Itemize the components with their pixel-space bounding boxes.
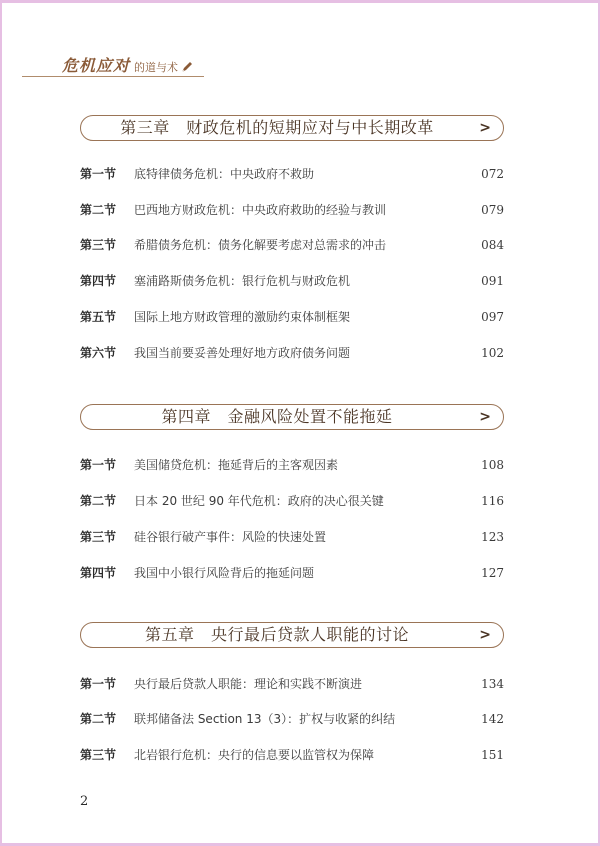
chevron-right-icon: > [479, 627, 491, 643]
section-page: 127 [481, 566, 504, 580]
header-rule [62, 76, 204, 77]
header-rule-left [22, 76, 62, 77]
section-page: 084 [481, 238, 504, 252]
section-page: 102 [481, 346, 504, 360]
book-subtitle: 的道与术 [134, 61, 179, 74]
section-title: 底特律债务危机：中央政府不救助 [134, 167, 315, 181]
chevron-right-icon: > [479, 120, 491, 136]
page-number: 2 [80, 794, 89, 809]
chapter-title: 第三章 财政危机的短期应对与中长期改革 [120, 118, 434, 137]
toc-entry[interactable] [80, 455, 504, 475]
toc-entry[interactable] [80, 674, 504, 694]
section-label: 第一节 [80, 458, 117, 472]
toc-entry[interactable] [80, 491, 504, 511]
toc-entry[interactable] [80, 200, 504, 220]
section-label: 第四节 [80, 566, 117, 580]
toc-entry[interactable] [80, 527, 504, 547]
section-title: 央行最后贷款人职能：理论和实践不断演进 [134, 677, 363, 691]
section-title: 我国中小银行风险背后的拖延问题 [134, 566, 315, 580]
toc-entry[interactable] [80, 745, 504, 765]
section-label: 第三节 [80, 238, 117, 252]
chapter-heading-3[interactable] [80, 115, 504, 141]
section-label: 第一节 [80, 167, 117, 181]
section-label: 第三节 [80, 748, 117, 762]
section-label: 第二节 [80, 203, 117, 217]
section-title: 巴西地方财政危机：中央政府救助的经验与教训 [134, 203, 387, 217]
toc-entry[interactable] [80, 343, 504, 363]
section-title: 我国当前要妥善处理好地方政府债务问题 [134, 346, 351, 360]
section-label: 第五节 [80, 310, 117, 324]
section-page: 134 [481, 677, 504, 691]
page-frame-top [0, 0, 600, 3]
section-page: 091 [481, 274, 504, 288]
section-page: 116 [481, 494, 504, 508]
section-title: 硅谷银行破产事件：风险的快速处置 [134, 530, 327, 544]
section-label: 第二节 [80, 494, 117, 508]
pen-icon [181, 61, 193, 73]
section-page: 142 [481, 712, 504, 726]
section-page: 123 [481, 530, 504, 544]
toc-entry[interactable] [80, 709, 504, 729]
section-title: 塞浦路斯债务危机：银行危机与财政危机 [134, 274, 351, 288]
chapter-heading-4[interactable] [80, 404, 504, 430]
page-frame-left [0, 0, 2, 846]
toc-entry[interactable] [80, 235, 504, 255]
section-label: 第一节 [80, 677, 117, 691]
section-page: 097 [481, 310, 504, 324]
section-label: 第六节 [80, 346, 117, 360]
section-title: 国际上地方财政管理的激励约束体制框架 [134, 310, 351, 324]
section-page: 108 [481, 458, 504, 472]
section-page: 079 [481, 203, 504, 217]
book-title-logo: 危机应对 [62, 56, 131, 75]
toc-entry[interactable] [80, 563, 504, 583]
chapter-title: 第四章 金融风险处置不能拖延 [161, 407, 393, 426]
running-header [62, 54, 193, 76]
section-title: 希腊债务危机：债务化解要考虑对总需求的冲击 [134, 238, 387, 252]
section-page: 072 [481, 167, 504, 181]
section-title: 北岩银行危机：央行的信息要以监管权为保障 [134, 748, 375, 762]
section-label: 第四节 [80, 274, 117, 288]
toc-entry[interactable] [80, 307, 504, 327]
section-label: 第三节 [80, 530, 117, 544]
chapter-title: 第五章 央行最后贷款人职能的讨论 [144, 625, 409, 644]
chapter-heading-5[interactable] [80, 622, 504, 648]
chevron-right-icon: > [479, 409, 491, 425]
toc-entry[interactable] [80, 164, 504, 184]
toc-entry[interactable] [80, 271, 504, 291]
section-page: 151 [481, 748, 504, 762]
section-title: 美国储贷危机：拖延背后的主客观因素 [134, 458, 339, 472]
section-label: 第二节 [80, 712, 117, 726]
section-title: 日本 20 世纪 90 年代危机：政府的决心很关键 [134, 494, 384, 508]
section-title: 联邦储备法 Section 13（3）：扩权与收紧的纠结 [134, 712, 396, 726]
